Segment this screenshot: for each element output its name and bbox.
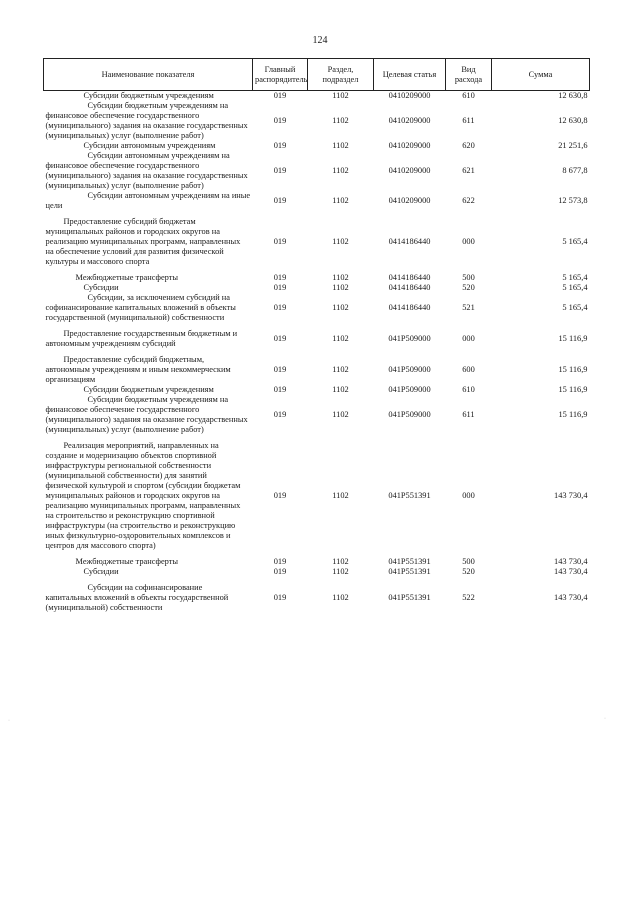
sum-cell: 5 165,4 [562, 273, 588, 282]
sum-cell: 143 730,4 [554, 567, 588, 576]
chief-administrator-cell: 019 [273, 116, 287, 125]
page-number: 124 [312, 35, 328, 46]
indicator-name: Субсидии, за исключением субсидий на софинансирование капитальных вложений в объекты государственной (муниципальной) собственности [45, 293, 236, 322]
indicator-name-cell [44, 395, 253, 435]
table-row [44, 283, 590, 293]
section-subsection-cell: 1102 [332, 593, 349, 602]
sum-cell: 15 116,9 [558, 410, 588, 419]
indicator-name-cell [44, 91, 253, 102]
table-row [44, 567, 590, 577]
header-chief-administrator: Главный распорядитель [253, 59, 308, 91]
section-subsection-cell: 1102 [332, 166, 349, 175]
table-row [44, 557, 590, 567]
indicator-name: Субсидии [83, 283, 119, 292]
indicator-name: Субсидии бюджетным учреждениям на финансовое обеспечение государственного (муниципального) задания на оказание государственных (муниципальных) услуг (выполнение работ) [45, 101, 248, 140]
table-row [44, 355, 590, 385]
target-article-cell: 041P551391 [388, 593, 431, 602]
indicator-name: Предоставление субсидий бюджетным, автономным учреждениям и иным некоммерческим организациям [45, 355, 231, 384]
indicator-name: Субсидии автономным учреждениям на финансовое обеспечение государственного (муниципального) задания на оказание государственных (муниципальных) услуг (выполнение работ) [45, 151, 248, 190]
table-header-row [44, 59, 590, 91]
indicator-name-cell [44, 329, 253, 349]
expense-type-cell: 610 [462, 91, 475, 100]
header-expense-type: Вид расхода [446, 59, 492, 91]
expense-type-cell: 521 [462, 303, 475, 312]
chief-administrator-cell: 019 [273, 557, 287, 566]
indicator-name-cell [44, 191, 253, 211]
indicator-name-cell [44, 583, 253, 613]
header-target-article: Целевая статья [374, 59, 446, 91]
section-subsection-cell: 1102 [332, 283, 349, 292]
expense-type-cell: 522 [462, 593, 475, 602]
target-article-cell: 0414186440 [388, 273, 431, 282]
expense-type-cell: 500 [462, 557, 475, 566]
chief-administrator-cell: 019 [273, 166, 287, 175]
indicator-name-cell [44, 293, 253, 323]
target-article-cell: 0414186440 [388, 303, 431, 312]
section-subsection-cell: 1102 [332, 557, 349, 566]
table-row [44, 91, 590, 102]
table-row [44, 101, 590, 141]
indicator-name: Межбюджетные трансферты [75, 557, 179, 566]
sum-cell: 12 573,8 [558, 196, 588, 205]
sum-cell: 12 630,8 [558, 116, 588, 125]
indicator-name: Реализация мероприятий, направленных на создание и модернизацию объектов спортивной инфраструктуры региональной собственности (муниципальной собственности) для занятий физической культурой и спортом (субсидии бюджетам муниципальных районов и городских округов на реализацию муниципальных программ, направленных на строительство и реконструкцию спортивной инфраструктуры (на строительство и реконструкцию иных физкультурно-оздоровительных комплексов и центров для массового спорта) [45, 441, 241, 550]
chief-administrator-cell: 019 [273, 283, 287, 292]
sum-cell: 8 677,8 [562, 166, 588, 175]
indicator-name: Межбюджетные трансферты [75, 273, 179, 282]
table-row [44, 151, 590, 191]
sum-cell: 15 116,9 [558, 334, 588, 343]
table-row [44, 385, 590, 395]
chief-administrator-cell: 019 [273, 491, 287, 500]
indicator-name-cell [44, 217, 253, 267]
expense-type-cell: 621 [462, 166, 475, 175]
table-row [44, 441, 590, 551]
target-article-cell: 0410209000 [388, 166, 431, 175]
indicator-name: Субсидии на софинансирование капитальных вложений в объекты государственной (муниципальной) собственности [45, 583, 229, 612]
expense-type-cell: 610 [462, 385, 475, 394]
expense-type-cell: 000 [462, 334, 475, 343]
chief-administrator-cell: 019 [273, 567, 287, 576]
target-article-cell: 041P509000 [388, 385, 431, 394]
chief-administrator-cell: 019 [273, 273, 287, 282]
sum-cell: 143 730,4 [554, 593, 588, 602]
chief-administrator-cell: 019 [273, 365, 287, 374]
expense-type-cell: 500 [462, 273, 475, 282]
indicator-name-cell [44, 441, 253, 551]
chief-administrator-cell: 019 [273, 141, 287, 150]
indicator-name: Предоставление субсидий бюджетам муниципальных районов и городских округов на реализацию муниципальных программ, направленных на обеспечение условий для развития физической культуры и массового спорта [45, 217, 241, 266]
section-subsection-cell: 1102 [332, 410, 349, 419]
header-indicator-name: Наименование показателя [44, 59, 253, 91]
table-row [44, 395, 590, 435]
indicator-name: Субсидии бюджетным учреждениям [83, 91, 214, 100]
indicator-name-cell [44, 385, 253, 395]
scan-speck: · [8, 718, 10, 724]
indicator-name-cell [44, 151, 253, 191]
indicator-name-cell [44, 273, 253, 283]
expense-type-cell: 600 [462, 365, 475, 374]
expense-type-cell: 520 [462, 283, 475, 292]
target-article-cell: 041P509000 [388, 334, 431, 343]
section-subsection-cell: 1102 [332, 365, 349, 374]
budget-table [43, 58, 590, 613]
target-article-cell: 0410209000 [388, 116, 431, 125]
section-subsection-cell: 1102 [332, 116, 349, 125]
header-section-subsection: Раздел, подраздел [308, 59, 374, 91]
target-article-cell: 041P551391 [388, 557, 431, 566]
expense-type-cell: 622 [462, 196, 475, 205]
sum-cell: 143 730,4 [554, 491, 588, 500]
section-subsection-cell: 1102 [332, 491, 349, 500]
target-article-cell: 041P509000 [388, 410, 431, 419]
table-row [44, 217, 590, 267]
expense-type-cell: 000 [462, 237, 475, 246]
expense-type-cell: 520 [462, 567, 475, 576]
section-subsection-cell: 1102 [332, 303, 349, 312]
indicator-name: Субсидии автономным учреждениям на иные цели [45, 191, 251, 210]
section-subsection-cell: 1102 [332, 91, 349, 100]
table-row [44, 141, 590, 151]
sum-cell: 12 630,8 [558, 91, 588, 100]
section-subsection-cell: 1102 [332, 385, 349, 394]
indicator-name-cell [44, 567, 253, 577]
section-subsection-cell: 1102 [332, 567, 349, 576]
indicator-name-cell [44, 355, 253, 385]
sum-cell: 5 165,4 [562, 303, 588, 312]
target-article-cell: 0414186440 [388, 283, 431, 292]
section-subsection-cell: 1102 [332, 196, 349, 205]
target-article-cell: 041P551391 [388, 491, 431, 500]
indicator-name-cell [44, 283, 253, 293]
indicator-name: Субсидии бюджетным учреждениям [83, 385, 214, 394]
table-row [44, 293, 590, 323]
indicator-name: Субсидии бюджетным учреждениям на финансовое обеспечение государственного (муниципального) задания на оказание государственных (муниципальных) услуг (выполнение работ) [45, 395, 248, 434]
chief-administrator-cell: 019 [273, 334, 287, 343]
expense-type-cell: 611 [462, 410, 475, 419]
section-subsection-cell: 1102 [332, 273, 349, 282]
section-subsection-cell: 1102 [332, 141, 349, 150]
indicator-name: Субсидии автономным учреждениям [83, 141, 216, 150]
chief-administrator-cell: 019 [273, 196, 287, 205]
table-row [44, 583, 590, 613]
table-row [44, 273, 590, 283]
table-body [44, 91, 590, 614]
chief-administrator-cell: 019 [273, 237, 287, 246]
chief-administrator-cell: 019 [273, 410, 287, 419]
sum-cell: 5 165,4 [562, 283, 588, 292]
sum-cell: 21 251,6 [558, 141, 588, 150]
sum-cell: 143 730,4 [554, 557, 588, 566]
target-article-cell: 0410209000 [388, 91, 431, 100]
target-article-cell: 041P551391 [388, 567, 431, 576]
target-article-cell: 0410209000 [388, 141, 431, 150]
indicator-name: Субсидии [83, 567, 119, 576]
chief-administrator-cell: 019 [273, 91, 287, 100]
indicator-name: Предоставление государственным бюджетным и автономным учреждениям субсидий [45, 329, 238, 348]
indicator-name-cell [44, 557, 253, 567]
table-row [44, 329, 590, 349]
section-subsection-cell: 1102 [332, 334, 349, 343]
header-sum: Сумма [492, 59, 590, 91]
target-article-cell: 041P509000 [388, 365, 431, 374]
expense-type-cell: 000 [462, 491, 475, 500]
target-article-cell: 0410209000 [388, 196, 431, 205]
indicator-name-cell [44, 141, 253, 151]
target-article-cell: 0414186440 [388, 237, 431, 246]
scan-speck: · [604, 716, 606, 722]
chief-administrator-cell: 019 [273, 385, 287, 394]
chief-administrator-cell: 019 [273, 303, 287, 312]
section-subsection-cell: 1102 [332, 237, 349, 246]
expense-type-cell: 611 [462, 116, 475, 125]
indicator-name-cell [44, 101, 253, 141]
sum-cell: 5 165,4 [562, 237, 588, 246]
table-row [44, 191, 590, 211]
sum-cell: 15 116,9 [558, 385, 588, 394]
chief-administrator-cell: 019 [273, 593, 287, 602]
sum-cell: 15 116,9 [558, 365, 588, 374]
expense-type-cell: 620 [462, 141, 475, 150]
